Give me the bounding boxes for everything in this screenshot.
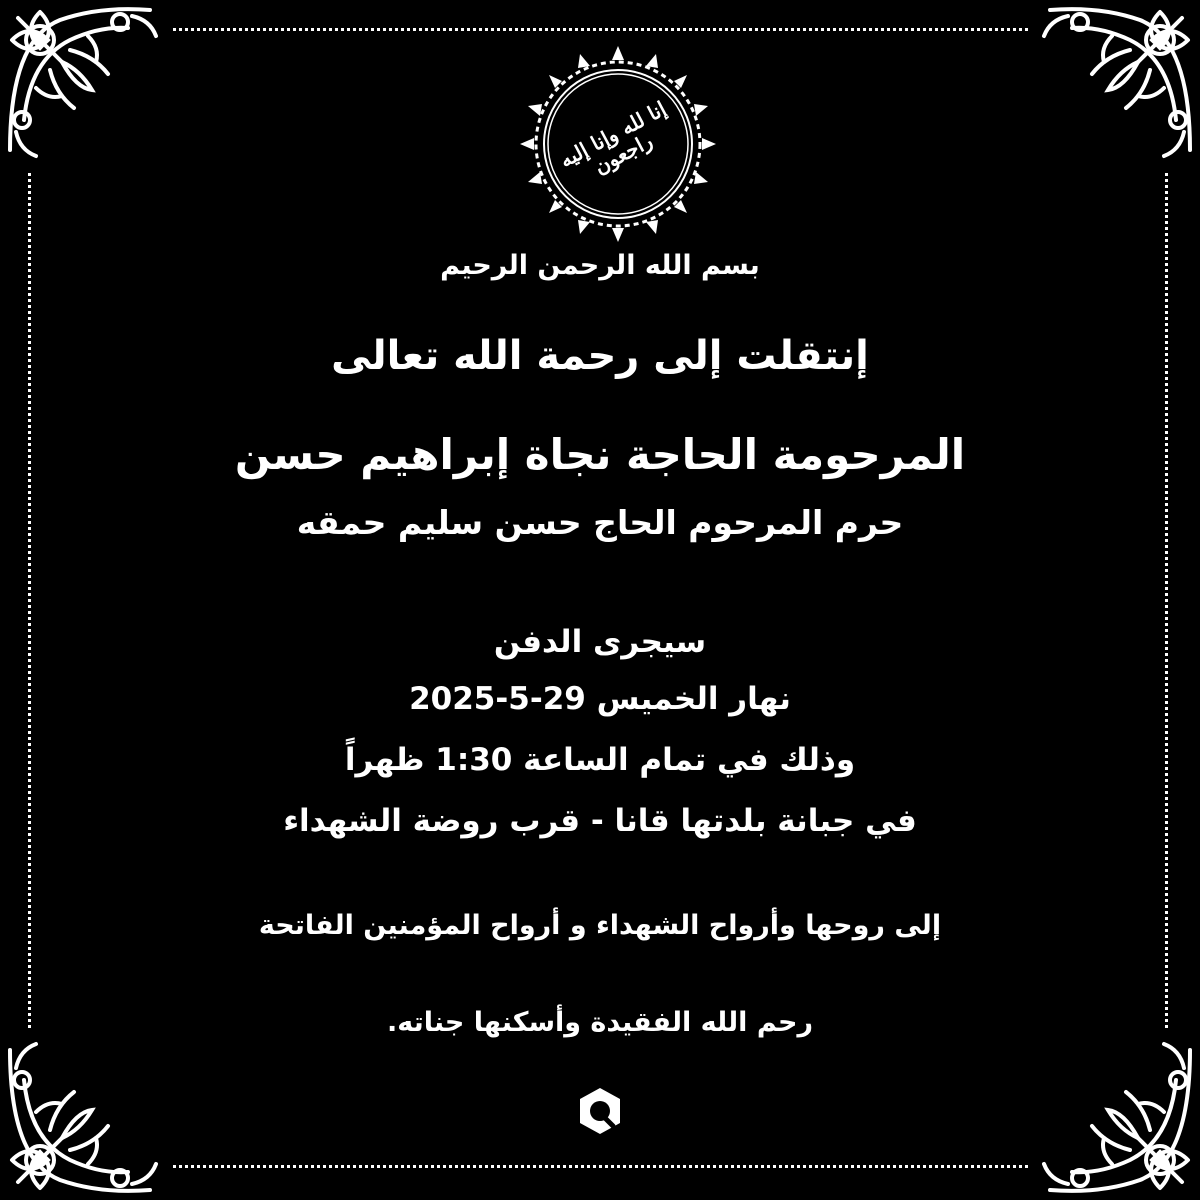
- burial-heading: سيجرى الدفن: [493, 624, 707, 660]
- burial-time: وذلك في تمام الساعة 1:30 ظهراً: [344, 742, 856, 778]
- wife-of-line: حرم المرحوم الحاج حسن سليم حمقه: [296, 503, 904, 542]
- emblem-calligraphy: إنا لله وإنا إليه راجعون: [555, 96, 671, 179]
- deceased-name: المرحومة الحاجة نجاة إبراهيم حسن: [234, 430, 966, 479]
- corner-ornament-top-left-icon: [0, 0, 170, 170]
- corner-ornament-bottom-right-icon: [1030, 1030, 1200, 1200]
- corner-ornament-top-right-icon: [1030, 0, 1200, 170]
- calligraphy-emblem: [520, 46, 716, 242]
- basmala: بسم الله الرحمن الرحيم: [440, 250, 760, 281]
- announcement-intro: إنتقلت إلى رحمة الله تعالى: [331, 333, 869, 379]
- fatiha-line: إلى روحها وأرواح الشهداء و أرواح المؤمنين الفاتحة: [258, 910, 942, 941]
- closing-prayer: رحم الله الفقيدة وأسكنها جناته.: [386, 1007, 814, 1038]
- brand-logo-icon: [577, 1086, 623, 1136]
- burial-place: في جبانة بلدتها قانا - قرب روضة الشهداء: [283, 803, 917, 839]
- burial-date: نهار الخميس 29-5-2025: [409, 681, 791, 717]
- corner-ornament-bottom-left-icon: [0, 1030, 170, 1200]
